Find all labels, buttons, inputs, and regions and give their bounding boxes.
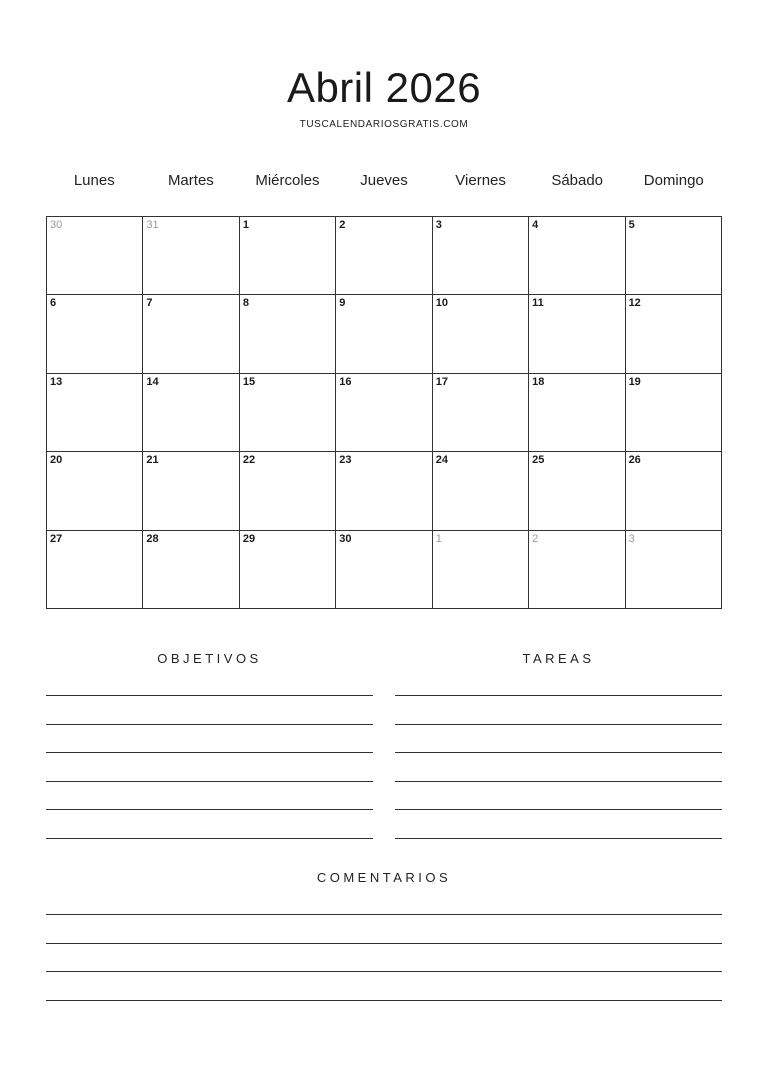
day-cell bbox=[240, 374, 336, 452]
day-number: 20 bbox=[50, 454, 63, 467]
day-cell bbox=[47, 295, 143, 373]
day-number: 11 bbox=[532, 297, 544, 310]
tareas-line bbox=[395, 724, 722, 725]
day-cell bbox=[240, 295, 336, 373]
tareas-line bbox=[395, 695, 722, 696]
day-cell bbox=[240, 531, 336, 609]
comentarios-line bbox=[46, 971, 722, 972]
tareas-line bbox=[395, 781, 722, 782]
day-cell bbox=[143, 217, 239, 295]
day-cell bbox=[626, 217, 722, 295]
day-cell bbox=[626, 531, 722, 609]
day-number: 12 bbox=[628, 297, 641, 310]
day-cell bbox=[433, 452, 529, 530]
tareas-line bbox=[395, 838, 722, 839]
day-number: 4 bbox=[532, 219, 539, 231]
day-number: 5 bbox=[628, 219, 635, 231]
tareas-heading: TAREAS bbox=[522, 651, 595, 666]
day-cell bbox=[336, 452, 432, 530]
objetivos-heading: OBJETIVOS bbox=[157, 651, 262, 666]
weekday-label: Miércoles bbox=[255, 172, 320, 189]
day-cell bbox=[433, 295, 529, 373]
objetivos-line bbox=[46, 695, 373, 696]
day-cell bbox=[47, 217, 143, 295]
day-cell bbox=[336, 217, 432, 295]
day-cell bbox=[626, 452, 722, 530]
weekday-label: Sábado bbox=[551, 172, 604, 189]
day-cell bbox=[529, 217, 625, 295]
day-number: 16 bbox=[339, 375, 352, 388]
day-cell bbox=[47, 452, 143, 530]
day-number: 13 bbox=[50, 375, 63, 388]
weekday-label: Domingo bbox=[643, 172, 704, 189]
day-cell bbox=[529, 452, 625, 530]
website-caption: TUSCALENDARIOSGRATIS.COM bbox=[299, 119, 469, 130]
day-number: 26 bbox=[628, 454, 641, 467]
day-cell bbox=[143, 374, 239, 452]
day-number: 2 bbox=[339, 219, 346, 231]
weekday-label: Viernes bbox=[455, 172, 506, 189]
day-cell bbox=[529, 531, 625, 609]
day-cell bbox=[336, 374, 432, 452]
day-cell bbox=[529, 374, 625, 452]
day-number: 29 bbox=[242, 532, 256, 545]
day-cell bbox=[240, 452, 336, 530]
day-cell bbox=[47, 531, 143, 609]
day-number: 21 bbox=[146, 454, 159, 467]
objetivos-line bbox=[46, 724, 373, 725]
day-number: 22 bbox=[242, 454, 256, 467]
day-number: 18 bbox=[532, 375, 545, 388]
comentarios-line bbox=[46, 1000, 722, 1001]
day-cell bbox=[626, 295, 722, 373]
weekday-label: Martes bbox=[167, 172, 214, 189]
day-cell bbox=[143, 295, 239, 373]
weekday-label: Jueves bbox=[360, 172, 408, 189]
day-number: 7 bbox=[146, 297, 153, 310]
day-cell bbox=[529, 295, 625, 373]
day-cell bbox=[143, 452, 239, 530]
day-cell bbox=[433, 531, 529, 609]
day-number: 6 bbox=[50, 297, 57, 310]
comentarios-heading: COMENTARIOS bbox=[316, 870, 452, 885]
day-number: 28 bbox=[146, 532, 159, 545]
weekday-label: Lunes bbox=[73, 172, 115, 189]
day-cell bbox=[433, 217, 529, 295]
day-number: 24 bbox=[435, 454, 448, 467]
day-number: 31 bbox=[146, 219, 159, 231]
day-cell bbox=[336, 531, 432, 609]
day-number: 1 bbox=[242, 219, 249, 231]
day-number: 23 bbox=[339, 454, 352, 467]
day-number: 14 bbox=[146, 375, 159, 388]
day-number: 15 bbox=[242, 375, 256, 388]
comentarios-line bbox=[46, 914, 722, 915]
day-number: 30 bbox=[50, 219, 63, 231]
day-cell bbox=[240, 217, 336, 295]
day-number: 3 bbox=[435, 219, 442, 231]
calendar-grid bbox=[46, 216, 722, 609]
day-number: 10 bbox=[435, 297, 448, 310]
tareas-line bbox=[395, 809, 722, 810]
day-cell bbox=[143, 531, 239, 609]
day-cell bbox=[433, 374, 529, 452]
page-title: Abril 2026 bbox=[286, 64, 482, 111]
day-cell bbox=[626, 374, 722, 452]
day-cell bbox=[47, 374, 143, 452]
tareas-line bbox=[395, 752, 722, 753]
day-number: 8 bbox=[242, 297, 249, 310]
day-number: 1 bbox=[435, 532, 442, 545]
day-number: 27 bbox=[50, 532, 63, 545]
comentarios-line bbox=[46, 943, 722, 944]
day-number: 3 bbox=[628, 532, 635, 545]
day-number: 9 bbox=[339, 297, 346, 310]
day-cell bbox=[336, 295, 432, 373]
objetivos-line bbox=[46, 809, 373, 810]
objetivos-line bbox=[46, 838, 373, 839]
weekday-header-row bbox=[46, 172, 722, 192]
day-number: 17 bbox=[435, 375, 448, 388]
day-number: 25 bbox=[532, 454, 545, 467]
objetivos-line bbox=[46, 781, 373, 782]
day-number: 19 bbox=[628, 375, 641, 388]
objetivos-line bbox=[46, 752, 373, 753]
day-number: 30 bbox=[339, 532, 352, 545]
day-number: 2 bbox=[532, 532, 539, 545]
